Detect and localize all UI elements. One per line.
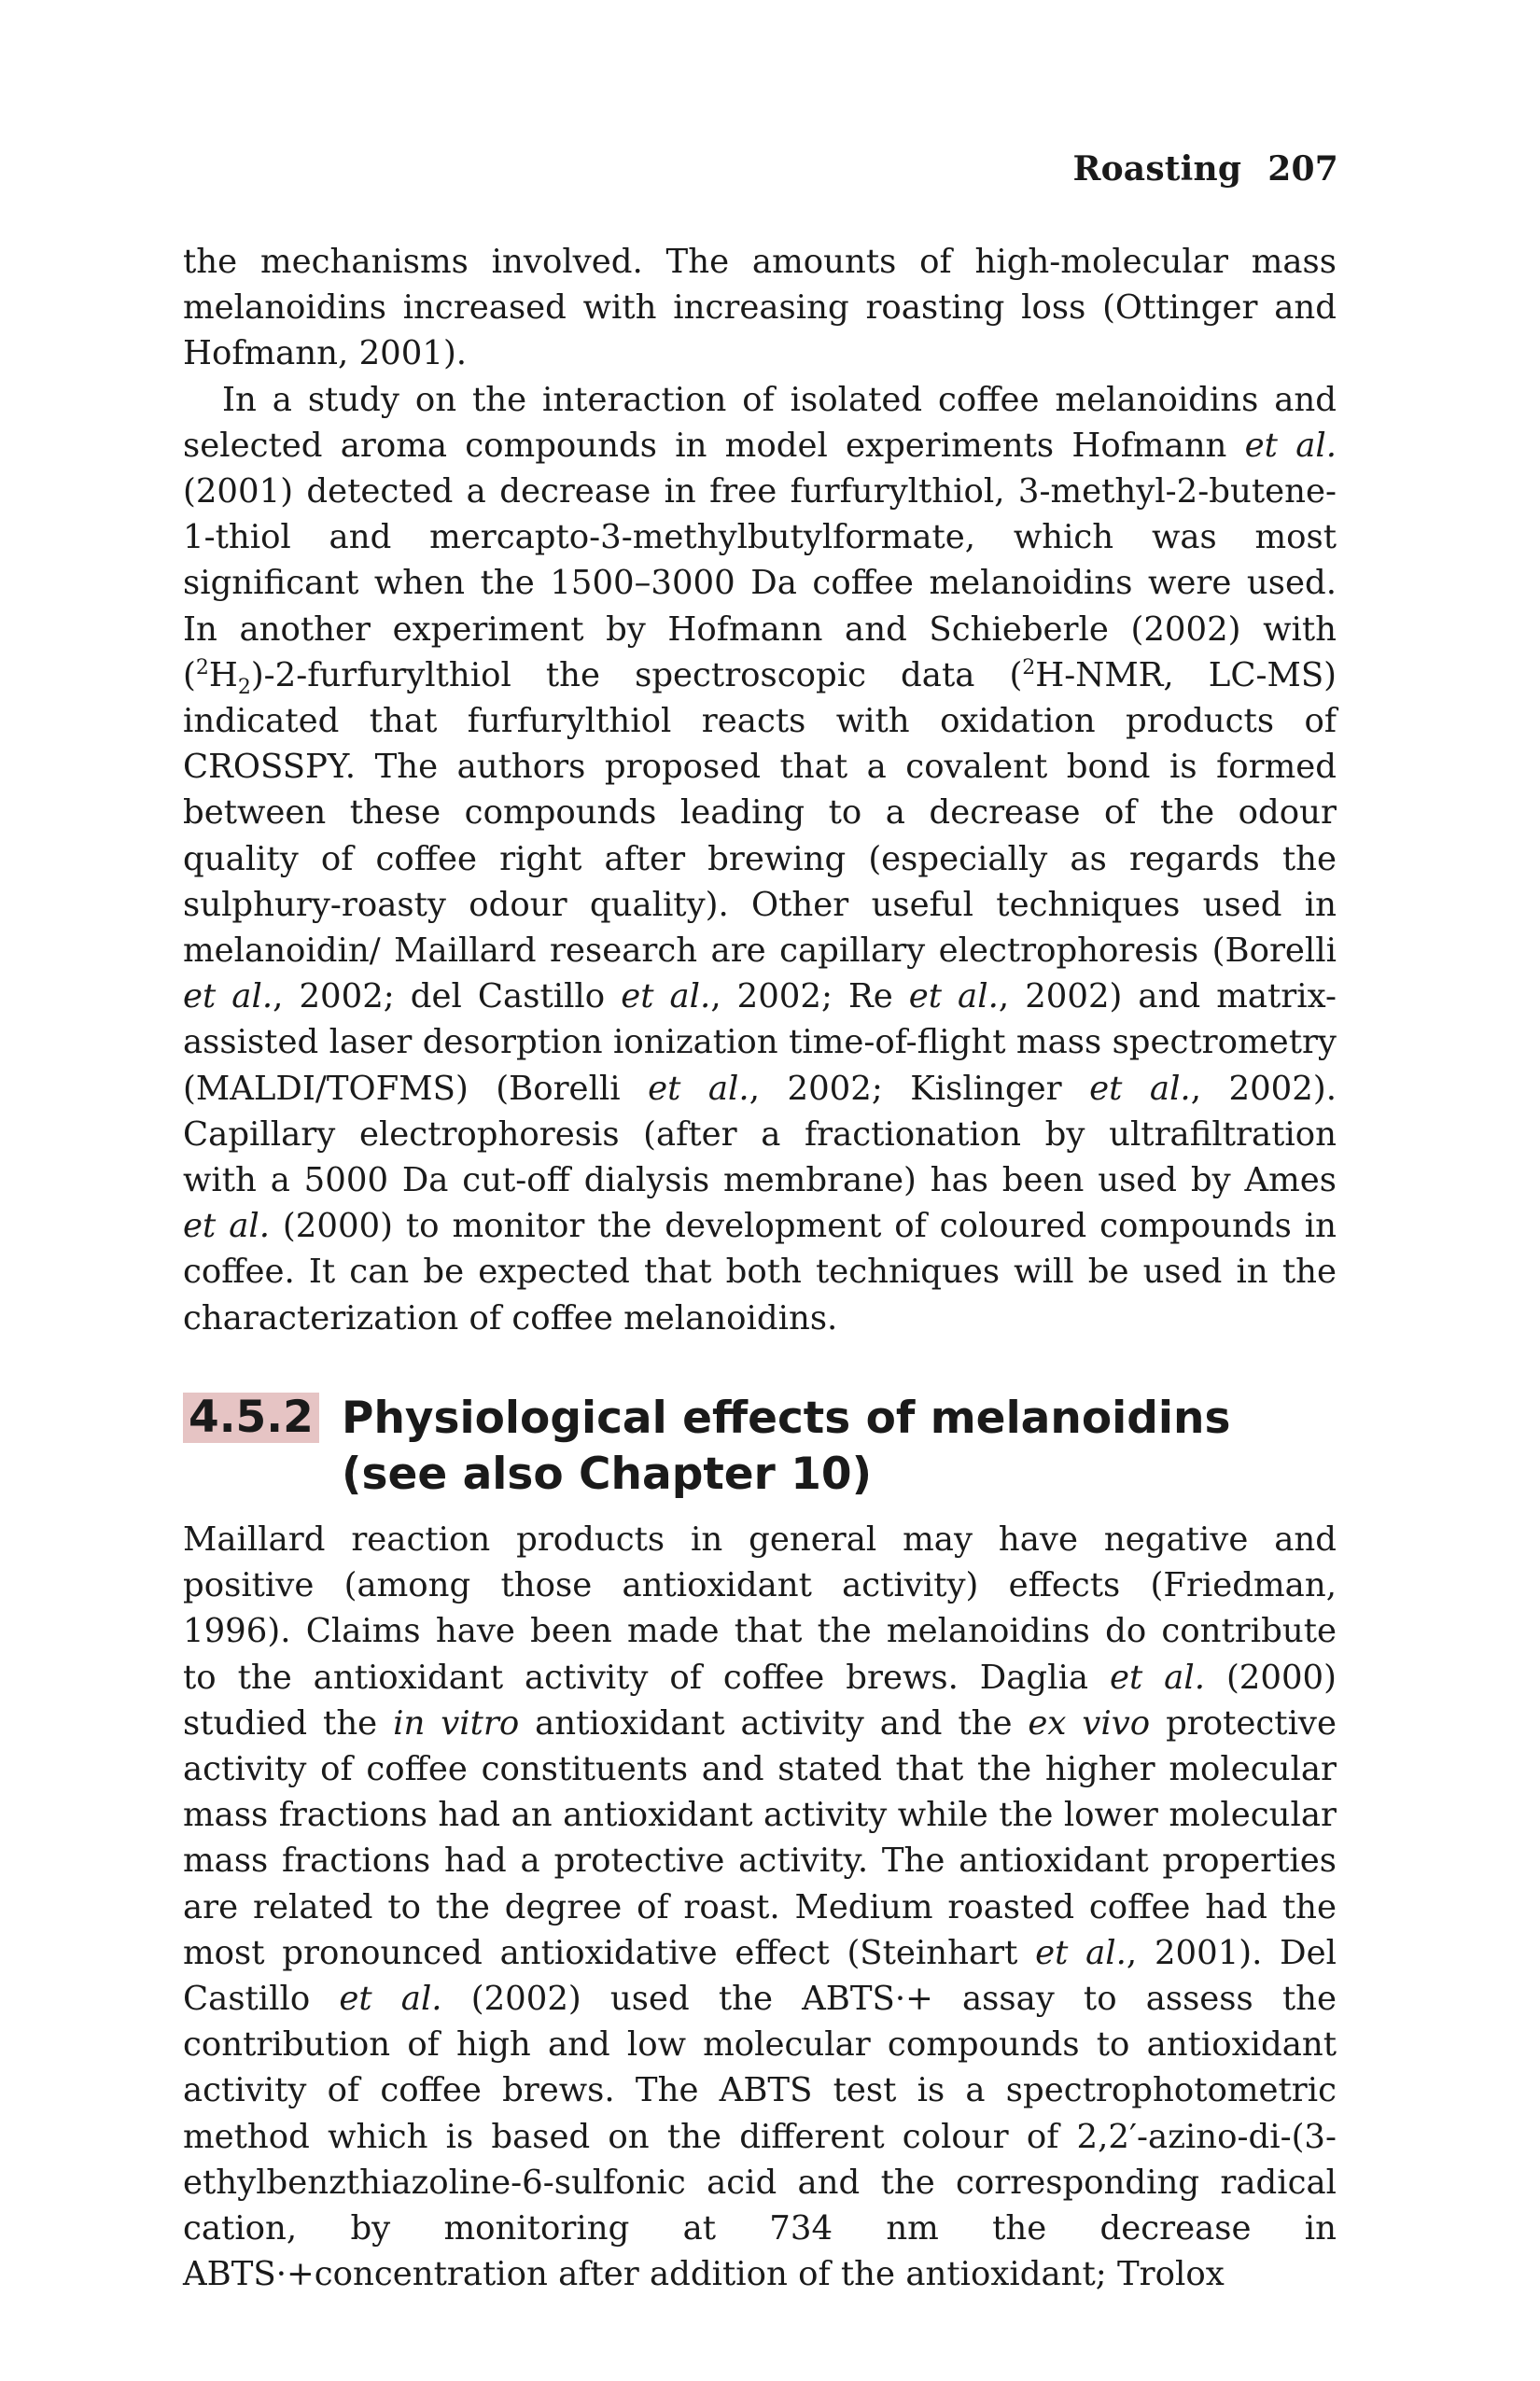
citation-et-al: et al. <box>339 1980 442 2019</box>
paragraph-1: the mechanisms involved. The amounts of high-molecular mass melanoidins increased with increasing roasting loss (Ottinger and Hofmann, 2001). <box>183 243 1337 373</box>
running-title: Roasting <box>1072 149 1242 189</box>
citation-et-al: et al. <box>648 1069 749 1108</box>
text-run: , 2002). Capillary electrophoresis (after a fractionation by ultrafiltration with a 5000 Da cut-off dialysis membrane) has been used by Ames <box>183 1069 1337 1200</box>
text-run: )-2-furfurylthiol the spectroscopic data ( <box>250 655 1023 694</box>
text-run: H-NMR, LC-MS) indicated that furfurylthiol reacts with oxidation products of CROSSPY. The authors proposed that a covalent bond is formed between these compounds leading to a decrease of the odour quality of coffee right after brewing (especially as regards the sulphury-roasty odour quality). Other useful techniques used in melanoidin/ Maillard research are capillary electrophoresis (Borelli <box>183 655 1337 971</box>
section-a-text <box>183 239 1337 1341</box>
italic-term: ex vivo <box>1028 1703 1151 1743</box>
text-run: , 2002) and matrix-assisted laser desorption ionization time-of-flight mass spectrometry (MALDI/TOFMS) (Borelli <box>183 977 1337 1108</box>
text-run: antioxidant activity and the <box>519 1703 1029 1743</box>
text-run: H <box>208 655 238 694</box>
italic-term: in vitro <box>393 1703 520 1743</box>
text-run: (2000) studied the <box>183 1658 1337 1743</box>
running-head <box>1072 149 1338 189</box>
text-run: , 2001). Del Castillo <box>183 1933 1337 2019</box>
text-run: In a study on the interaction of isolated coffee melanoidins and selected aroma compounds in model experiments Hofmann <box>183 380 1337 465</box>
section-b-text <box>183 1517 1337 2297</box>
superscript: 2 <box>195 656 209 679</box>
text-run: , 2002; Kislinger <box>749 1069 1090 1108</box>
text-run: (2000) to monitor the development of coloured compounds in coffee. It can be expected that both techniques will be used in the characterization of coffee melanoidins. <box>183 1207 1337 1338</box>
citation-et-al: et al. <box>1109 1658 1205 1697</box>
section-title: Physiological effects of melanoidins (see also Chapter 10) <box>342 1393 1231 1500</box>
text-run: , 2002; del Castillo <box>273 977 622 1016</box>
superscript: 2 <box>1022 656 1036 679</box>
citation-et-al: et al. <box>1089 1069 1191 1108</box>
citation-et-al: et al. <box>908 977 999 1016</box>
paragraph-3 <box>183 1517 1337 2297</box>
citation-et-al: et al. <box>1035 1933 1127 1972</box>
page-number: 207 <box>1267 149 1338 189</box>
citation-et-al: et al. <box>1244 426 1337 465</box>
text-run: protective activity of coffee constituents and stated that the higher molecular mass fractions had an antioxidant activity while the lower molecular mass fractions had a protective activity. The antioxidant properties are related to the degree of roast. Medium roasted coffee had the most pronounced antioxidative effect (Steinhart <box>183 1703 1337 1972</box>
text-run: (2002) used the ABTS·+ assay to assess the contribution of high and low molecular compounds to antioxidant activity of coffee brews. The ABTS test is a spectrophotometric method which is based on the different colour of 2,2′-azino-di-(3-ethylbenzthiazoline-6-sulfonic acid and the corresponding radical cation, by monitoring at 734 nm the decrease in ABTS·+concentration after addition of the antioxidant; Trolox <box>183 1980 1337 2294</box>
text-run: Maillard reaction products in general may have negative and positive (among those antioxidant activity) effects (Friedman, 1996). Claims have been made that the melanoidins do contribute to the antioxidant activity of coffee brews. Daglia <box>183 1520 1337 1697</box>
paragraph-2 <box>183 377 1337 1341</box>
citation-et-al: et al. <box>621 977 711 1016</box>
text-run: , 2002; Re <box>710 977 909 1016</box>
section-heading <box>183 1391 1337 1503</box>
citation-et-al: et al. <box>183 977 273 1016</box>
citation-et-al: et al. <box>183 1207 270 1246</box>
subscript: 2 <box>237 675 251 699</box>
section-number: 4.5.2 <box>183 1393 319 1443</box>
text-run: (2001) detected a decrease in free furfurylthiol, 3-methyl-2-butene-1-thiol and mercapto-3-methylbutylformate, which was most significant when the 1500–3000 Da coffee melanoidins were used. In another experiment by Hofmann and Schieberle (2002) with ( <box>183 472 1337 694</box>
